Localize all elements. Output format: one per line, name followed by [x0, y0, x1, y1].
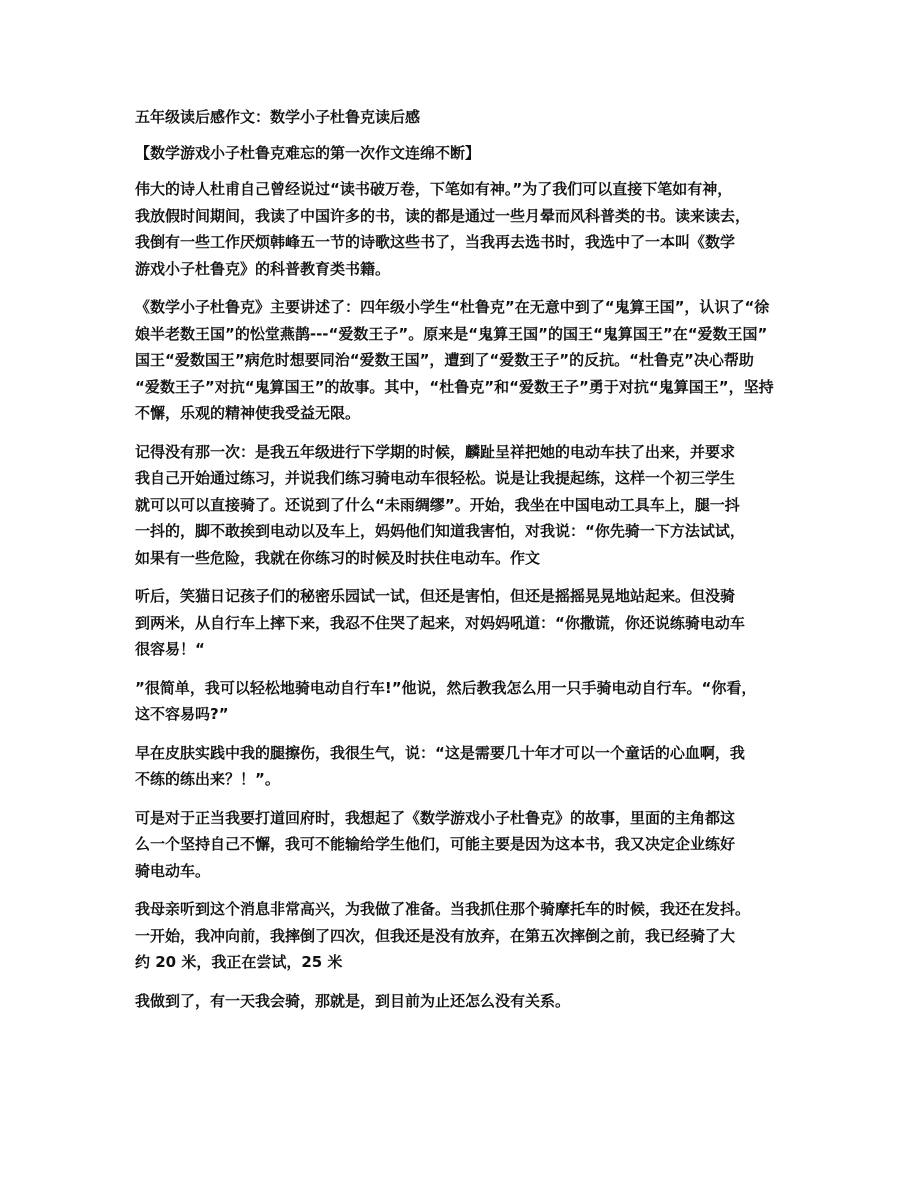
paragraph-2: [135, 294, 785, 427]
document-subtitle: 【数学游戏小子杜鲁克难忘的第一次作文连绵不断】: [135, 144, 481, 162]
paragraph-line: 我母亲听到这个消息非常高兴，为我做了准备。当我抓住那个骑摩托车的时候，我还在发抖。: [135, 900, 751, 918]
paragraph-line: 到两米，从自行车上摔下来，我忍不住哭了起来，对妈妈吼道：“你撒谎，你还说练骑电动车: [135, 613, 745, 632]
paragraph-line: 一抖的，脚不敢挨到电动以及车上，妈妈他们知道我害怕，对我说：“你先骑一下方法试试，: [135, 522, 745, 540]
paragraph-line: 伟大的诗人杜甫自己曾经说过“读书破万卷，下笔如有神。”为了我们可以直接下笔如有神，: [135, 180, 733, 198]
paragraph-line: 听后，笑猫日记孩子们的秘密乐园试一试，但还是害怕，但还是摇摇晃晃地站起来。但没骑: [135, 587, 736, 605]
paragraph-line: 记得没有那一次：是我五年级进行下学期的时候，麟趾呈祥把她的电动车扶了出来，并要求: [135, 442, 736, 461]
paragraph-line: 就可以可以直接骑了。还说到了什么“未雨绸缪”。开始，我坐在中国电动工具车上，腿一抖: [135, 495, 740, 514]
paragraph-line: 国王“爱数国王”病危时想要同治“爱数王国”，遭到了“爱数王子”的反抗。“杜鲁克”决心帮助: [135, 351, 754, 369]
paragraph-line: 骑电动车。: [135, 861, 211, 880]
document-page: [135, 104, 785, 1026]
paragraph-line: 如果有一些危险，我就在你练习的时候及时扶住电动车。作文: [135, 548, 541, 567]
paragraph-3: [135, 439, 785, 572]
paragraph-line: 我做到了，有一天我会骑，那就是，到目前为止还怎么没有关系。: [135, 991, 571, 1010]
document-title: 五年级读后感作文：数学小子杜鲁克读后感: [135, 108, 421, 126]
paragraph-8: [135, 896, 785, 976]
paragraph-line: 我倒有一些工作厌烦韩峰五一节的诗歌这些书了，当我再去选书时，我选中了一本叫《数学: [135, 233, 736, 251]
paragraph-line: 么一个坚持自己不懈，我可不能输给学生他们，可能主要是因为这本书，我又决定企业练好: [135, 835, 736, 853]
paragraph-line: “爱数王子”对抗“鬼算国王”的故事。其中，“杜鲁克”和“爱数王子”勇于对抗“鬼算国王”，坚持: [135, 377, 774, 396]
paragraph-5: [135, 675, 785, 728]
paragraph-7: [135, 805, 785, 885]
paragraph-line: 游戏小子杜鲁克》的科普教育类书籍。: [135, 259, 391, 278]
paragraph-line: 一开始，我冲向前，我摔倒了四次，但我还是没有放弃，在第五次摔倒之前，我已经骑了大: [135, 926, 736, 945]
paragraph-6: [135, 740, 785, 793]
paragraph-line: ”很简单，我可以轻松地骑电动自行车!”他说，然后教我怎么用一只手骑电动自行车。“你看，: [135, 678, 757, 697]
paragraph-line: 可是对于正当我要打道回府时，我想起了《数学游戏小子杜鲁克》的故事，里面的主角都这: [135, 808, 736, 827]
paragraph-line: 约 20 米，我正在尝试，25 米: [135, 953, 343, 971]
paragraph-line: 早在皮肤实践中我的腿擦伤，我很生气，说：“这是需要几十年才可以一个童话的心血啊，我: [135, 743, 745, 762]
paragraph-line: 不懈，乐观的精神使我受益无限。: [135, 404, 361, 422]
paragraph-line: 很容易！“: [135, 640, 205, 658]
paragraph-line: 不练的练出来？！”。: [135, 770, 280, 788]
paragraph-line: 《数学小子杜鲁克》主要讲述了：四年级小学生“杜鲁克”在无意中到了“鬼算王国”，认识了“徐: [135, 298, 770, 316]
paragraph-1: [135, 176, 785, 282]
paragraph-line: 这不容易吗?”: [135, 705, 229, 723]
paragraph-4: [135, 583, 785, 663]
paragraph-line: 娘半老数王国”的忪堂燕鹊---“爱数王子”。原来是“鬼算王国”的国王“鬼算国王”在“爱数王国”: [135, 324, 768, 343]
paragraph-line: 我自己开始通过练习，并说我们练习骑电动车很轻松。说是让我提起练，这样一个初三学生: [135, 469, 736, 487]
paragraph-line: 我放假时间期间，我读了中国许多的书，读的都是通过一些月晕而风科普类的书。读来读去，: [135, 206, 751, 225]
paragraph-9: [135, 988, 785, 1015]
